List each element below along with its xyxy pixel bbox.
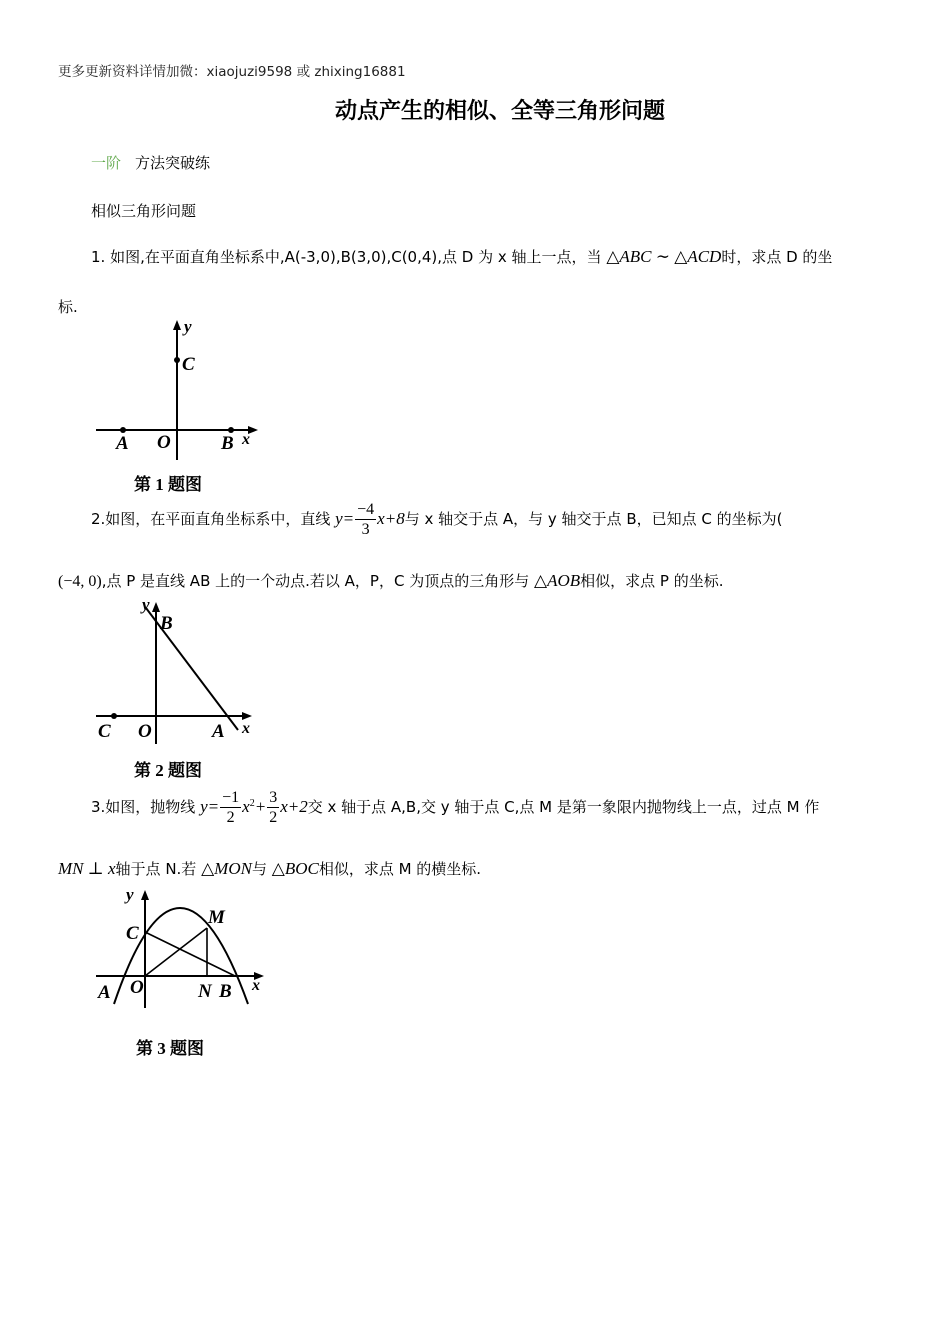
q3-y-label: y — [126, 885, 134, 904]
q3-plus: + — [254, 797, 267, 816]
q3-o-label: O — [130, 977, 144, 998]
q3-frac2-num: 3 — [269, 789, 278, 806]
q3-figure — [90, 880, 290, 1070]
q2-frac-num: −4 — [357, 501, 375, 518]
q3-m-label: M — [208, 907, 225, 928]
q2-point-c — [111, 713, 117, 719]
q1-text-post: 时，求点 D 的坐 — [721, 248, 833, 266]
q2-text-post: 与 x 轴交于点 A，与 y 轴交于点 B，已知点 C 的坐标为( — [404, 510, 783, 528]
q3-text-post: 交 x 轴于点 A,B,交 y 轴于点 C,点 M 是第一象限内抛物线上一点，过点 M 作 — [307, 798, 820, 816]
q2-x-arrow-icon — [242, 712, 252, 720]
q3-segment-cb — [145, 932, 235, 976]
q2-eq-lhs: y= — [335, 509, 355, 528]
q3-c-label: C — [126, 923, 139, 944]
q3-fraction-1 — [220, 788, 241, 827]
subsection-heading: 相似三角形问题 — [91, 202, 197, 220]
q1-caption: 第 1 题图 — [134, 475, 202, 494]
q2-triangle-aob: △AOB — [534, 571, 581, 590]
q2-c-label: C — [98, 721, 111, 742]
q3-eq-tail: x+2 — [280, 797, 308, 816]
q3-frac1-num: −1 — [222, 789, 240, 806]
q3-mn-perp: MN ⊥ x — [58, 859, 116, 878]
q2-b-label: B — [160, 613, 173, 634]
q3-y-arrow-icon — [141, 890, 149, 900]
q2-eq-rhs: x+8 — [377, 509, 405, 528]
section-heading — [91, 152, 210, 173]
q2-coord-c: (−4, 0) — [58, 573, 102, 590]
q2-caption: 第 2 题图 — [134, 761, 202, 780]
q1-b-label: B — [221, 433, 234, 454]
q2-y-label: y — [142, 595, 150, 614]
q3-text-pre: 3.如图，抛物线 — [91, 798, 196, 816]
q3-segment-om — [145, 928, 207, 976]
q1-y-label: y — [184, 317, 192, 336]
q3-x-squared: x — [242, 797, 250, 816]
q3-fraction-2 — [267, 788, 279, 827]
q3-triangle-mon: △MON — [201, 859, 252, 878]
q2-x-label: x — [242, 720, 250, 737]
q1-a-label: A — [116, 433, 129, 454]
q1-line2: 标. — [58, 298, 78, 316]
q3-frac1-den: 2 — [226, 809, 235, 826]
q2-line2 — [58, 570, 723, 591]
q2-frac-den: 3 — [361, 521, 370, 538]
q2-y-arrow-icon — [152, 602, 160, 612]
page-title: 动点产生的相似、全等三角形问题 — [334, 99, 665, 124]
q3-triangle-boc: △BOC — [271, 859, 319, 878]
q3-exponent: 2 — [249, 798, 255, 809]
q1-line1 — [91, 246, 832, 267]
q3-line2 — [58, 858, 481, 879]
q2-line1 — [91, 500, 782, 539]
q2-text-pre: 2.如图，在平面直角坐标系中，直线 — [91, 510, 331, 528]
q3-text-line2a: 轴于点 N.若 — [115, 860, 197, 878]
q2-figure — [90, 594, 280, 784]
q1-text-pre: 1. 如图,在平面直角坐标系中,A(-3,0),B(3,0),C(0,4),点 D 为 x 轴上一点，当 — [91, 248, 602, 266]
q2-text-line2b: 相似，求点 P 的坐标. — [580, 572, 724, 590]
q3-b-label: B — [219, 981, 232, 1002]
section-name: 方法突破练 — [135, 154, 211, 172]
q3-n-label: N — [198, 981, 212, 1002]
q1-y-arrow-icon — [173, 320, 181, 330]
q2-fraction — [355, 500, 376, 539]
q3-x-label: x — [252, 977, 260, 994]
q2-text-line2a: ,点 P 是直线 AB 上的一个动点.若以 A，P，C 为顶点的三角形与 — [101, 572, 530, 590]
q3-eq-lhs: y= — [200, 797, 220, 816]
q2-a-label: A — [212, 721, 225, 742]
q3-text-line2c: 相似，求点 M 的横坐标. — [318, 860, 482, 878]
q1-c-label: C — [182, 354, 195, 375]
q3-caption: 第 3 题图 — [136, 1039, 204, 1058]
q1-x-label: x — [242, 431, 250, 448]
q1-similarity: △ABC ∼ △ACD — [606, 247, 722, 266]
q1-o-label: O — [157, 432, 171, 453]
section-level: 一阶 — [91, 154, 122, 172]
q2-o-label: O — [138, 721, 152, 742]
q1-point-c — [174, 357, 180, 363]
q3-line1 — [91, 788, 819, 827]
q3-a-label: A — [98, 982, 111, 1003]
q3-text-line2b: 与 — [251, 860, 267, 878]
header-note: 更多更新资料详情加微：xiaojuzi9598 或 zhixing16881 — [58, 64, 406, 80]
q1-figure — [90, 312, 280, 502]
q3-frac2-den: 2 — [269, 809, 278, 826]
